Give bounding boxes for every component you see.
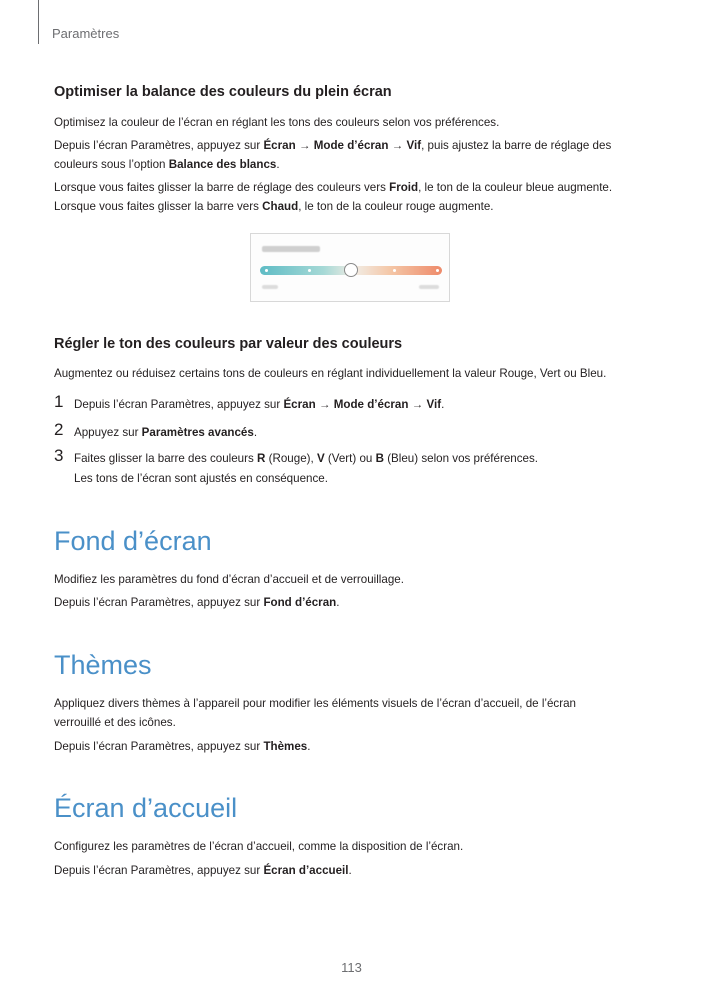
- step-text: Depuis l’écran Paramètres, appuyez sur Écran → Mode d’écran → Vif.: [74, 398, 445, 411]
- figure-title-placeholder: [262, 246, 320, 252]
- figure-warm-label-placeholder: [419, 285, 439, 289]
- white-balance-figure: [250, 233, 450, 302]
- step-text-result: Les tons de l’écran sont ajustés en conséquence.: [74, 472, 328, 485]
- header-label: Paramètres: [52, 26, 120, 41]
- tone-intro: Augmentez ou réduisez certains tons de couleurs en réglant individuellement la valeur Rouge, Vert ou Bleu.: [54, 367, 607, 380]
- themes-paragraph-1-line-1: Appliquez divers thèmes à l’appareil pour modifier les éléments visuels de l’écran d’accueil, de l’écran: [54, 697, 576, 710]
- step-number: 3: [54, 446, 64, 465]
- slider-step-dot: [308, 269, 311, 272]
- section-title-tone: Régler le ton des couleurs par valeur des couleurs: [54, 336, 403, 352]
- step-text: Appuyez sur Paramètres avancés.: [74, 426, 258, 439]
- section-title-home: Écran d’accueil: [54, 793, 238, 823]
- section-title-themes: Thèmes: [54, 650, 152, 680]
- slider-step-dot: [436, 269, 439, 272]
- wallpaper-paragraph-2: Depuis l’écran Paramètres, appuyez sur Fond d’écran.: [54, 596, 340, 609]
- balance-paragraph-3-line-1: Lorsque vous faites glisser la barre de réglage des couleurs vers Froid, le ton de la couleur bleue augmente.: [54, 181, 613, 194]
- balance-paragraph-2-line-1: Depuis l’écran Paramètres, appuyez sur Écran → Mode d’écran → Vif, puis ajustez la barre de réglage des: [54, 139, 612, 152]
- step-text: Faites glisser la barre des couleurs R (Rouge), V (Vert) ou B (Bleu) selon vos préférences.: [74, 452, 538, 465]
- themes-paragraph-2: Depuis l’écran Paramètres, appuyez sur Thèmes.: [54, 740, 311, 753]
- section-title-balance: Optimiser la balance des couleurs du plein écran: [54, 84, 392, 100]
- white-balance-slider-thumb: [344, 263, 358, 277]
- balance-paragraph-1: Optimisez la couleur de l’écran en réglant les tons des couleurs selon vos préférences.: [54, 116, 500, 129]
- page-number: 113: [341, 960, 362, 975]
- step-number: 2: [54, 420, 64, 439]
- balance-paragraph-2-line-2: couleurs sous l’option Balance des blancs.: [54, 158, 280, 171]
- balance-paragraph-3-line-2: Lorsque vous faites glisser la barre vers Chaud, le ton de la couleur rouge augmente.: [54, 200, 494, 213]
- section-title-wallpaper: Fond d’écran: [54, 526, 212, 556]
- slider-step-dot: [393, 269, 396, 272]
- wallpaper-paragraph-1: Modifiez les paramètres du fond d’écran d’accueil et de verrouillage.: [54, 573, 404, 586]
- home-paragraph-1: Configurez les paramètres de l’écran d’accueil, comme la disposition de l’écran.: [54, 840, 464, 853]
- slider-step-dot: [265, 269, 268, 272]
- step-number: 1: [54, 392, 64, 411]
- themes-paragraph-1-line-2: verrouillé et des icônes.: [54, 716, 176, 729]
- figure-cool-label-placeholder: [262, 285, 278, 289]
- home-paragraph-2: Depuis l’écran Paramètres, appuyez sur Écran d’accueil.: [54, 864, 352, 877]
- header-rule: [38, 0, 39, 44]
